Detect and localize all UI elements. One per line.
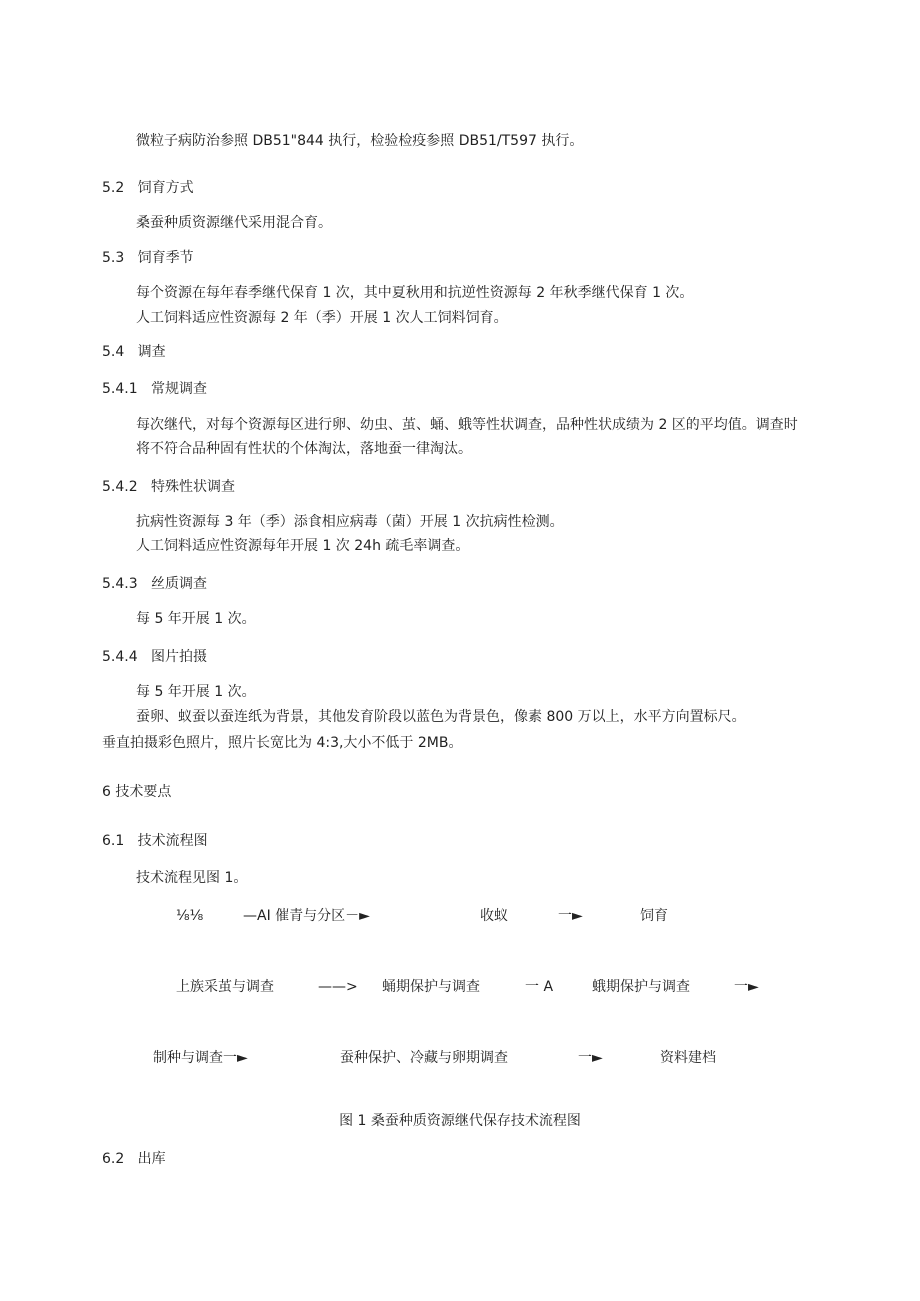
heading-title: 调查	[137, 344, 166, 360]
flow-node-pupa-protection: 蛹期保护与调查	[382, 979, 480, 995]
paragraph-photo-3: 垂直拍摄彩色照片，照片长宽比为 4:3,大小不低于 2MB。	[102, 735, 463, 751]
flow-arrow: 一►	[578, 1050, 603, 1066]
heading-5-4-1	[102, 380, 207, 398]
paragraph-silk: 每 5 年开展 1 次。	[136, 611, 256, 627]
heading-title: 常规调查	[150, 381, 207, 397]
paragraph-rearing-method: 桑蚕种质资源继代采用混合育。	[136, 215, 332, 231]
flow-node-archiving: 资料建档	[660, 1050, 716, 1066]
heading-title: 图片拍摄	[150, 649, 207, 665]
paragraph-season-2: 人工饲料适应性资源每 2 年（季）开展 1 次人工饲料饲育。	[136, 310, 508, 326]
flow-node-egg-storage: 蚕种保护、冷藏与卵期调查	[340, 1050, 508, 1066]
paragraph-special-1: 抗病性资源每 3 年（季）添食相应病毒（菌）开展 1 次抗病性检测。	[136, 514, 564, 530]
paragraph-photo-1: 每 5 年开展 1 次。	[136, 684, 256, 700]
paragraph-photo-2: 蚕卵、蚁蚕以蚕连纸为背景，其他发育阶段以蓝色为背景色，像素 800 万以上，水平方向置标尺。	[136, 709, 746, 725]
heading-number: 5.4	[102, 344, 125, 360]
flow-node-cocoon-harvest: 上族采茧与调查	[176, 979, 274, 995]
flow-node-egg-production: 制种与调查一►	[153, 1050, 248, 1066]
paragraph-flow-reference: 技术流程见图 1。	[136, 870, 248, 886]
flow-arrow: 一►	[558, 908, 583, 924]
heading-number: 5.4.2	[102, 479, 138, 495]
heading-5-4	[102, 343, 166, 361]
flow-node-hatching-collection: 收蚁	[480, 908, 508, 924]
paragraph-special-2: 人工饲料适应性资源每年开展 1 次 24h 疏毛率调查。	[136, 538, 470, 554]
heading-title: 技术流程图	[137, 833, 208, 849]
heading-5-2	[102, 179, 194, 197]
figure-caption: 图 1 桑蚕种质资源继代保存技术流程图	[339, 1113, 581, 1129]
paragraph-routine-2: 将不符合品种固有性状的个体淘汰，落地蚕一律淘汰。	[136, 441, 472, 457]
heading-title: 丝质调查	[150, 576, 207, 592]
heading-number: 6.2	[102, 1151, 125, 1167]
heading-number: 5.4.4	[102, 649, 138, 665]
heading-6: 6 技术要点	[102, 784, 172, 800]
paragraph-season-1: 每个资源在每年春季继代保育 1 次，其中夏秋用和抗逆性资源每 2 年秋季继代保育 1 次。	[136, 285, 694, 301]
heading-title: 出库	[137, 1151, 166, 1167]
heading-number: 5.4.3	[102, 576, 138, 592]
heading-6-2	[102, 1150, 166, 1168]
flow-node-start: ⅛⅛	[176, 908, 204, 924]
flow-node-incubation: —AI 催青与分区－►	[243, 908, 370, 924]
heading-number: 6.1	[102, 833, 125, 849]
heading-5-3	[102, 249, 194, 267]
heading-6-1	[102, 832, 208, 850]
paragraph-routine-1: 每次继代，对每个资源每区进行卵、幼虫、茧、蛹、蛾等性状调查，品种性状成绩为 2 区的平均值。调查时	[136, 417, 798, 433]
flow-arrow: 一►	[734, 979, 759, 995]
heading-5-4-3	[102, 575, 207, 593]
heading-5-4-2	[102, 478, 235, 496]
flow-node-rearing: 饲育	[640, 908, 668, 924]
flow-arrow: 一 A	[525, 979, 554, 995]
heading-5-4-4	[102, 648, 207, 666]
heading-number: 5.3	[102, 250, 125, 266]
flow-arrow: ——>	[318, 979, 358, 995]
paragraph-microsporidia: 微粒子病防治参照 DB51"844 执行，检验检疫参照 DB51/T597 执行。	[136, 133, 584, 149]
heading-title: 特殊性状调查	[150, 479, 235, 495]
heading-title: 饲育季节	[137, 250, 194, 266]
heading-number: 5.4.1	[102, 381, 138, 397]
heading-number: 5.2	[102, 180, 125, 196]
flow-node-moth-protection: 蛾期保护与调查	[592, 979, 690, 995]
heading-title: 饲育方式	[137, 180, 194, 196]
